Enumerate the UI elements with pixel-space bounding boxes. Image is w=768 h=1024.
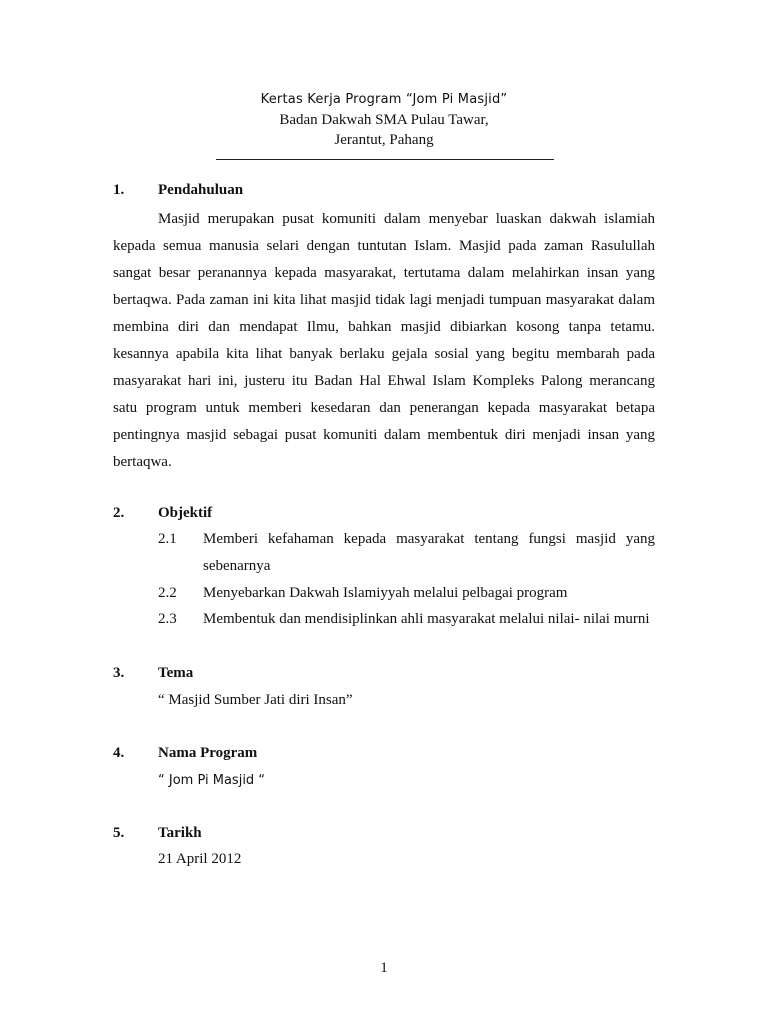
page-number: 1 <box>380 960 388 976</box>
organization-line: Badan Dakwah SMA Pulau Tawar, <box>279 112 489 128</box>
paragraph-line: masyarakat hari ini, justeru itu Badan Hal Ehwal Islam Kompleks Palong merancang <box>113 373 655 389</box>
paragraph-line: sangat besar peranannya kepada masyarakat, tertutama dalam melahirkan insan yang <box>113 265 655 281</box>
paragraph-line: Masjid merupakan pusat komuniti dalam menyebar luaskan dakwah islamiah <box>158 211 655 227</box>
introduction-paragraph <box>113 206 655 476</box>
paragraph-line: bertaqwa. <box>113 454 172 470</box>
paragraph-line: kepada semua manusia selari dengan tuntutan Islam. Masjid pada zaman Rasulullah <box>113 238 655 254</box>
section-number: 5. <box>113 825 125 841</box>
section-title: Tema <box>158 665 194 681</box>
objective-text: Memberi kefahaman kepada masyarakat tentang fungsi masjid yang <box>203 531 655 547</box>
paragraph-line: kesannya apabila kita lihat banyak berlaku gejala sosial yang begitu membarah pada <box>113 346 655 362</box>
paragraph-line: bertaqwa. Pada zaman ini kita lihat masjid tidak lagi menjadi tumpuan masyarakat dalam <box>113 292 655 308</box>
objective-number: 2.1 <box>158 531 177 547</box>
date-value: 21 April 2012 <box>158 851 242 867</box>
section-number: 4. <box>113 745 125 761</box>
section-number: 3. <box>113 665 125 681</box>
objective-text: Membentuk dan mendisiplinkan ahli masyarakat melalui nilai- nilai murni <box>203 611 650 627</box>
document-header <box>0 90 768 150</box>
objective-text: sebenarnya <box>203 558 271 574</box>
section-title: Pendahuluan <box>158 182 244 198</box>
program-name-value: “ Jom Pi Masjid “ <box>158 773 266 788</box>
section-number: 1. <box>113 182 125 198</box>
section-number: 2. <box>113 505 125 521</box>
paragraph-line: satu program untuk memberi kesedaran dan penerangan kepada masyarakat betapa <box>113 400 655 416</box>
section-title: Tarikh <box>158 825 202 841</box>
document-title: Kertas Kerja Program “Jom Pi Masjid” <box>260 92 508 107</box>
theme-value: “ Masjid Sumber Jati diri Insan” <box>158 692 353 708</box>
objective-text: Menyebarkan Dakwah Islamiyyah melalui pelbagai program <box>203 585 568 601</box>
objective-number: 2.2 <box>158 585 177 601</box>
location-line: Jerantut, Pahang <box>334 132 434 148</box>
section-title: Nama Program <box>158 745 258 761</box>
objective-number: 2.3 <box>158 611 177 627</box>
section-title: Objektif <box>158 505 213 521</box>
header-divider <box>216 159 554 160</box>
paragraph-line: pentingnya masjid sebagai pusat komuniti dalam membentuk diri menjadi insan yang <box>113 427 655 443</box>
paragraph-line: membina diri dan mendapat Ilmu, bahkan masjid dibiarkan kosong tanpa tetamu. <box>113 319 655 335</box>
